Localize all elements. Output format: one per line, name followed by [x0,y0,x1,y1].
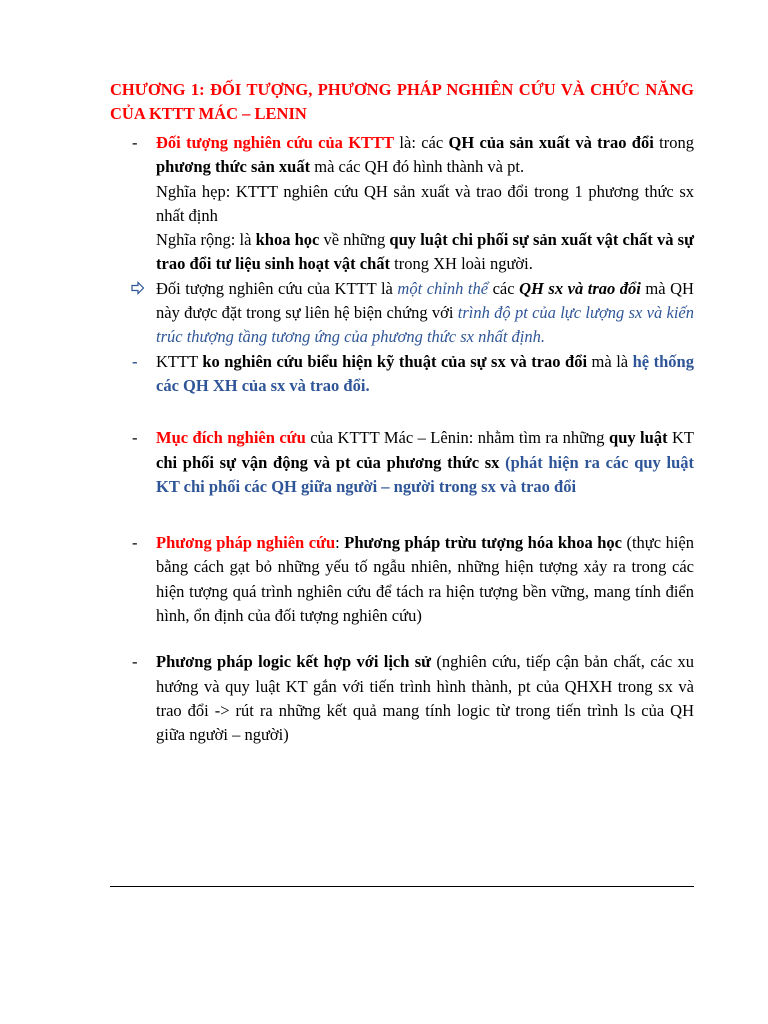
dash-bullet: - [132,652,138,672]
footer-divider [110,886,694,887]
broad-sense-text: Nghĩa rộng: là khoa học về những quy luật chi phối sự sản xuất vật chất và sự trao đổi tư liệu sinh hoạt vật chất trong XH loài người. [156,230,694,274]
dash-bullet: - [132,533,138,553]
term-research-purpose: Mục đích nghiên cứu [156,428,306,448]
hollow-right-arrow-icon [131,277,147,301]
dash-bullet: - [132,133,138,152]
term-research-method: Phương pháp nghiên cứu [156,533,336,553]
list-item-scope: - KTTT ko nghiên cứu biểu hiện kỹ thuật của sự sx và trao đổi mà là hệ thống các QH XH của sx và trao đổi. [132,351,694,395]
dash-bullet: - [132,428,138,448]
list-item-research-purpose: - Mục đích nghiên cứu của KTTT Mác – Lênin: nhằm tìm ra những quy luật KT chi phối sự vận động và pt của phương thức sx (phát hiện ra các quy luật KT chi phối các QH giữa người – người trong sx và trao đổi [132,428,695,496]
list-item-logic-history-method: - Phương pháp logic kết hợp với lịch sử (nghiên cứu, tiếp cận bản chất, các xu hướng và quy luật KT gắn với tiến trình hình thành, pt của QHXH trong sx và trao đổi -> rút ra những kết quả mang tính logic từ trong tiến trình ls của QH giữa người – người) [132,652,694,745]
term-research-object: Đối tượng nghiên cứu của KTTT [156,133,395,152]
chapter-title: CHƯƠNG 1: ĐỐI TƯỢNG, PHƯƠNG PHÁP NGHIÊN CỨU VÀ CHỨC NĂNG CỦA KTTT MÁC – LENIN [110,80,694,123]
document-page [110,78,694,748]
narrow-sense-text: Nghĩa hẹp: KTTT nghiên cứu QH sản xuất và trao đổi trong 1 phương thức sx nhất định [156,181,694,225]
list-item-conclusion: Đối tượng nghiên cứu của KTTT là một chỉnh thể các QH sx và trao đổi mà QH này được đặt trong sự liên hệ biện chứng với trình độ pt của lực lượng sx và kiến trúc thượng tầng tương ứng của phương thức sx nhất định. [110,277,694,350]
dash-bullet: - [132,351,138,371]
list-item-research-object: - Đối tượng nghiên cứu của KTTT là: các QH của sản xuất và trao đổi trong phương thức sản xuất mà các QH đó hình thành và pt. Nghĩa hẹp: KTTT nghiên cứu QH sản xuất và trao đổi trong 1 phương thức sx nhất định Nghĩa rộng: là khoa học về những quy luật chi phối sự sản xuất vật chất và sự trao đổi tư liệu sinh hoạt vật chất trong XH loài người. [110,131,694,277]
list-item-research-method: - Phương pháp nghiên cứu: Phương pháp trừu tượng hóa khoa học (thực hiện bằng cách gạt bỏ những yếu tố ngẫu nhiên, những hiện tượng xảy ra trong các hiện tượng quá trình nghiên cứu để tách ra hiện tượng bền vững, mang tính điển hình, ổn định của đối tượng nghiên cứu) [132,533,694,626]
